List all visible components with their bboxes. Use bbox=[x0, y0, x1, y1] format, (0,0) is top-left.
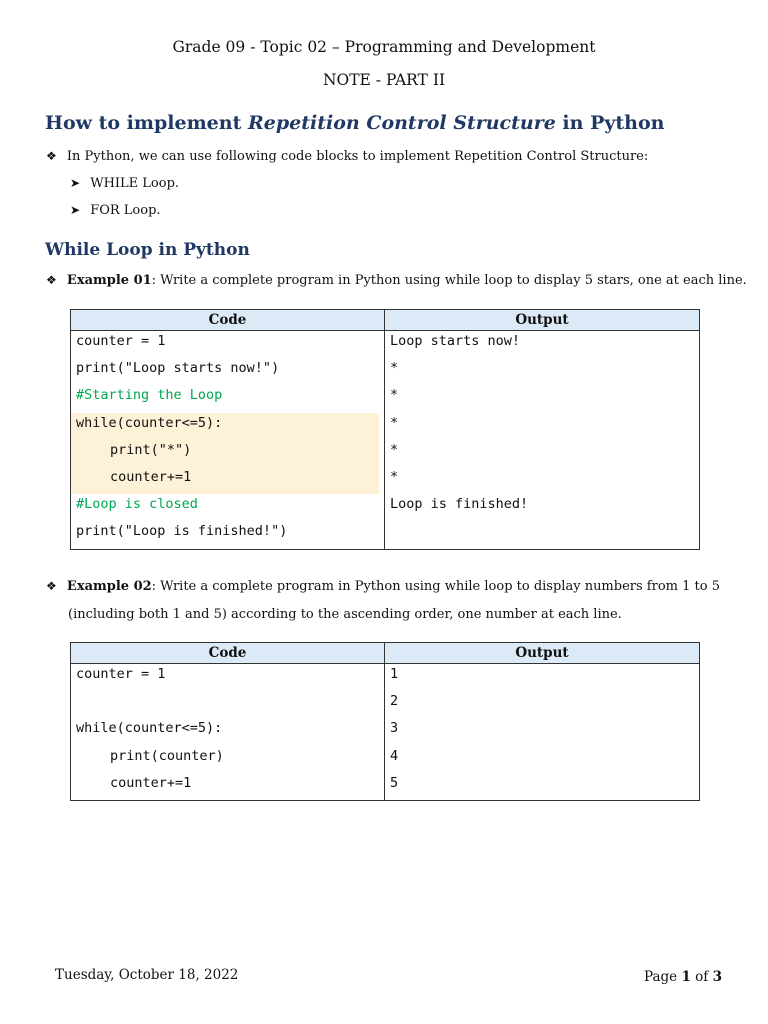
arrow-bullet-icon: ➤ bbox=[70, 203, 81, 217]
code-line bbox=[71, 691, 379, 718]
output-column-header: Output bbox=[385, 643, 700, 664]
code-line: print("Loop is finished!") bbox=[76, 523, 288, 540]
document-subtitle: NOTE - PART II bbox=[322, 71, 446, 89]
code-line: print("*") bbox=[71, 440, 379, 467]
code-line: print("Loop starts now!") bbox=[76, 360, 280, 377]
footer-date: Tuesday, October 18, 2022 bbox=[55, 967, 239, 983]
output-cell bbox=[385, 664, 700, 801]
example-02-label: Example 02 bbox=[66, 579, 152, 594]
page-prefix: Page bbox=[644, 969, 682, 985]
code-cell bbox=[71, 664, 385, 801]
example-01-text: : Write a complete program in Python using while loop to display 5 stars, one at each line. bbox=[151, 273, 747, 288]
output-line: 5 bbox=[390, 774, 399, 791]
diamond-bullet-icon: ❖ bbox=[46, 579, 57, 593]
list-item bbox=[70, 176, 179, 191]
example-01-table bbox=[70, 309, 700, 550]
example-02-text-line1: : Write a complete program in Python using while loop to display numbers from 1 to 5 bbox=[151, 579, 720, 594]
code-comment: #Loop is closed bbox=[76, 496, 198, 513]
code-line: counter+=1 bbox=[110, 774, 192, 791]
code-comment: #Starting the Loop bbox=[76, 387, 223, 404]
example-02-table bbox=[70, 642, 700, 801]
output-line bbox=[385, 521, 694, 548]
arrow-bullet-icon: ➤ bbox=[70, 176, 81, 190]
intro-bullet bbox=[46, 149, 648, 164]
example-02-text-line2: (including both 1 and 5) according to the ascending order, one number at each line. bbox=[68, 607, 622, 622]
document-title: Grade 09 - Topic 02 – Programming and Development bbox=[172, 38, 596, 56]
list-item-label: FOR Loop. bbox=[90, 203, 161, 218]
page-total: 3 bbox=[712, 969, 722, 985]
list-item bbox=[70, 203, 161, 218]
output-line: * bbox=[390, 387, 399, 404]
code-column-header: Code bbox=[71, 310, 385, 331]
code-line: print(counter) bbox=[110, 747, 224, 764]
diamond-bullet-icon: ❖ bbox=[46, 273, 57, 287]
output-cell bbox=[385, 331, 700, 550]
example-02-prompt bbox=[46, 579, 720, 594]
output-line: * bbox=[390, 414, 399, 431]
page-number bbox=[644, 969, 722, 985]
output-column-header: Output bbox=[385, 310, 700, 331]
section-heading-suffix: in Python bbox=[555, 112, 665, 134]
section-heading bbox=[45, 112, 664, 134]
code-line: while(counter<=5): bbox=[76, 720, 223, 737]
output-line: Loop starts now! bbox=[390, 333, 521, 349]
output-line: * bbox=[390, 441, 399, 458]
output-line: 4 bbox=[390, 747, 399, 764]
code-cell bbox=[71, 331, 385, 550]
output-line: * bbox=[390, 360, 399, 377]
page-current: 1 bbox=[681, 969, 691, 985]
diamond-bullet-icon: ❖ bbox=[46, 149, 57, 163]
example-01-label: Example 01 bbox=[66, 273, 152, 288]
output-line: 1 bbox=[390, 666, 399, 682]
page-of: of bbox=[690, 969, 713, 985]
output-line: * bbox=[390, 468, 399, 485]
intro-text: In Python, we can use following code blocks to implement Repetition Control Structure: bbox=[66, 149, 649, 164]
code-line: while(counter<=5): bbox=[71, 413, 379, 440]
output-line: Loop is finished! bbox=[390, 496, 529, 513]
while-loop-heading: While Loop in Python bbox=[45, 240, 250, 260]
output-line: 3 bbox=[390, 720, 399, 737]
code-line: counter+=1 bbox=[71, 467, 379, 494]
list-item-label: WHILE Loop. bbox=[90, 176, 180, 191]
section-heading-prefix: How to implement bbox=[45, 112, 248, 134]
output-line: 2 bbox=[390, 693, 399, 710]
code-column-header: Code bbox=[71, 643, 385, 664]
code-line: counter = 1 bbox=[76, 666, 166, 682]
example-01-prompt bbox=[46, 273, 747, 288]
code-line: counter = 1 bbox=[76, 333, 166, 349]
section-heading-italic: Repetition Control Structure bbox=[247, 112, 556, 134]
